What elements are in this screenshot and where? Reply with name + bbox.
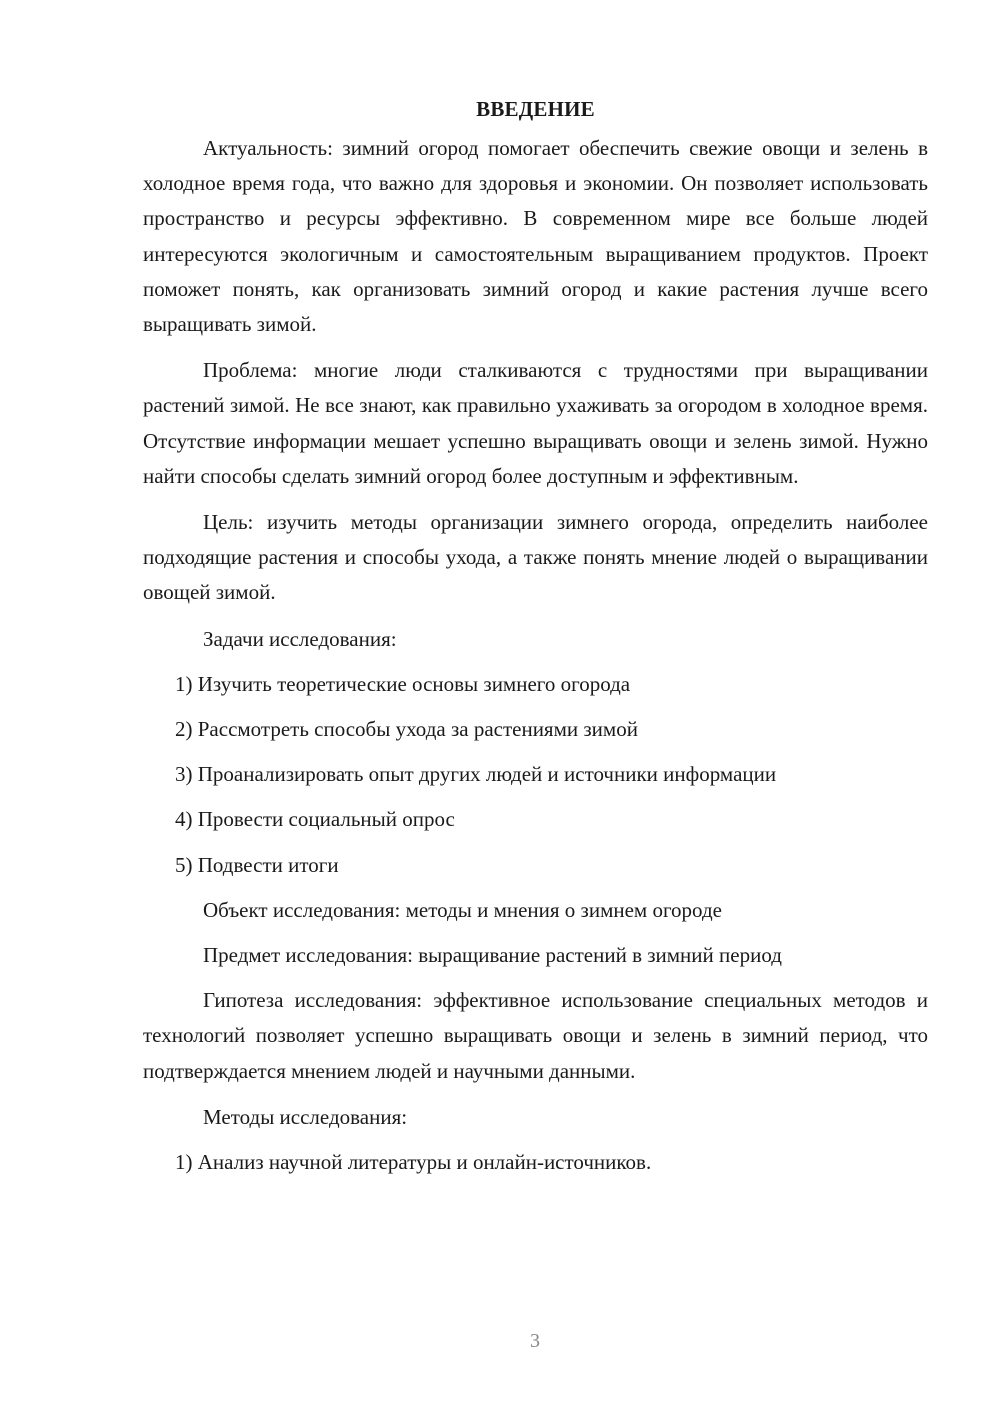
hypothesis-paragraph: Гипотеза исследования: эффективное использование специальных методов и технологий позволяет успешно выращивать овощи и зелень в зимний период, что подтверждается мнением людей и научными данными.: [143, 988, 928, 1083]
task-item: 3) Проанализировать опыт других людей и источники информации: [175, 762, 777, 787]
methods-heading: Методы исследования:: [203, 1104, 408, 1129]
goal-paragraph: Цель: изучить методы организации зимнего огорода, определить наиболее подходящие растения и способы ухода, а также понять мнение людей о выращивании овощей зимой.: [143, 510, 928, 605]
research-object: Объект исследования: методы и мнения о зимнем огороде: [203, 897, 722, 922]
page-number: 3: [530, 1330, 540, 1352]
method-item: 1) Анализ научной литературы и онлайн-источников.: [175, 1150, 652, 1175]
task-item: 1) Изучить теоретические основы зимнего огорода: [175, 671, 631, 696]
section-title: ВВЕДЕНИЕ: [476, 97, 595, 121]
relevance-paragraph: Актуальность: зимний огород помогает обеспечить свежие овощи и зелень в холодное время года, что важно для здоровья и экономии. Он позволяет использовать пространство и ресурсы эффективно. В современном мире все больше людей интересуются экологичным и самостоятельным выращиванием продуктов. Проект поможет понять, как организовать зимний огород и какие растения лучше всего выращивать зимой.: [143, 136, 928, 337]
document-page: [143, 92, 928, 1190]
problem-paragraph: Проблема: многие люди сталкиваются с трудностями при выращивании растений зимой. Не все знают, как правильно ухаживать за огородом в холодное время. Отсутствие информации мешает успешно выращивать овощи и зелень зимой. Нужно найти способы сделать зимний огород более доступным и эффективным.: [143, 358, 928, 488]
task-item: 2) Рассмотреть способы ухода за растениями зимой: [175, 717, 638, 742]
research-subject: Предмет исследования: выращивание растений в зимний период: [203, 943, 782, 968]
task-item: 4) Провести социальный опрос: [175, 807, 455, 832]
task-item: 5) Подвести итоги: [175, 852, 339, 877]
tasks-heading: Задачи исследования:: [203, 626, 397, 651]
